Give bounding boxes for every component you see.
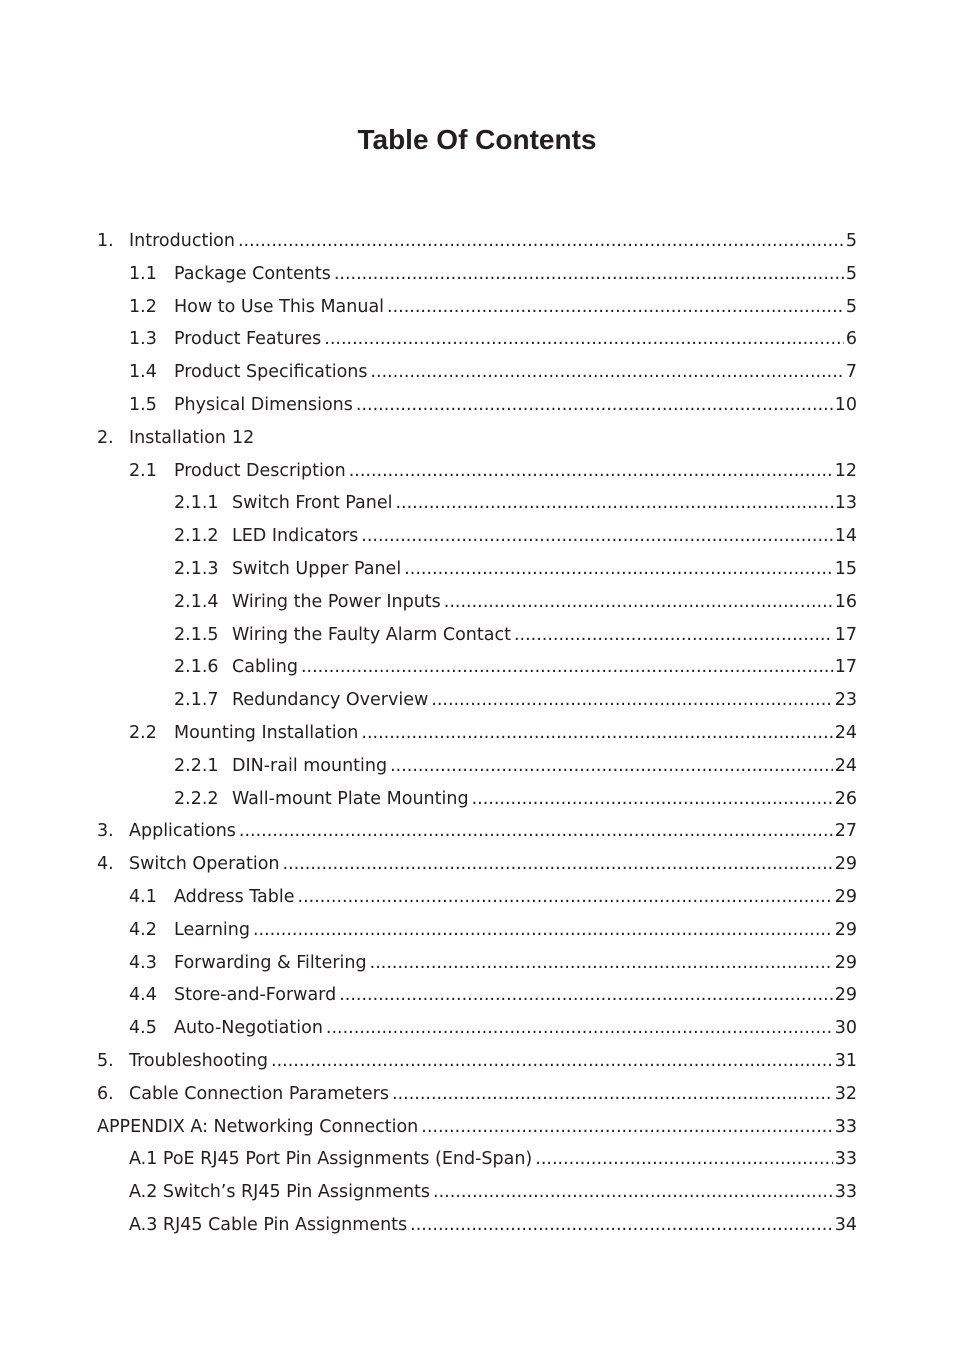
toc-entry-line <box>174 717 857 750</box>
toc-entry-line <box>174 979 857 1012</box>
toc-entry-page: 24 <box>834 755 857 776</box>
toc-dot-leader <box>236 815 833 848</box>
toc-entry-title: DIN-rail mounting <box>232 755 388 776</box>
toc-entry[interactable] <box>0 684 954 717</box>
toc-entry-number: 2.1.4 <box>174 591 219 612</box>
toc-entry-title: LED Indicators <box>232 526 359 547</box>
toc-entry[interactable] <box>0 914 954 947</box>
toc-entry-title: Address Table <box>174 886 295 907</box>
toc-entry-page: 29 <box>834 952 857 973</box>
toc-entry-page: 29 <box>834 886 857 907</box>
toc-entry-title: Package Contents <box>174 263 331 284</box>
toc-entry[interactable] <box>0 783 954 816</box>
toc-entry-number: 4. <box>97 854 114 875</box>
toc-entry[interactable] <box>0 651 954 684</box>
toc-entry-number: 4.5 <box>129 1018 157 1039</box>
toc-entry-title: Wiring the Faulty Alarm Contact <box>232 624 511 645</box>
toc-entry[interactable] <box>0 1012 954 1045</box>
toc-entry-line <box>174 455 857 488</box>
toc-entry-number: 1.1 <box>129 263 157 284</box>
toc-dot-leader <box>321 323 844 356</box>
toc-dot-leader <box>235 225 844 258</box>
toc-entry-number: 1.4 <box>129 362 157 383</box>
toc-entry[interactable] <box>0 1111 954 1144</box>
toc-entry-number: 2.1 <box>129 460 157 481</box>
toc-entry[interactable] <box>0 553 954 586</box>
toc-entry-title: Physical Dimensions <box>174 394 353 415</box>
toc-entry[interactable] <box>0 1143 954 1176</box>
toc-entry[interactable] <box>0 356 954 389</box>
toc-dot-leader <box>353 389 833 422</box>
toc-entry-page: 12 <box>834 460 857 481</box>
toc-entry[interactable] <box>0 258 954 291</box>
toc-entry-title: Product Features <box>174 329 322 350</box>
toc-entry-number: 2.1.5 <box>174 624 219 645</box>
toc-entry[interactable] <box>0 848 954 881</box>
toc-entry-title: A.3 RJ45 Cable Pin Assignments <box>129 1214 408 1235</box>
toc-dot-leader <box>367 356 843 389</box>
toc-entry[interactable] <box>0 487 954 520</box>
toc-entry-line <box>232 783 857 816</box>
toc-entry[interactable] <box>0 717 954 750</box>
toc-entry-number: 2.2.1 <box>174 755 219 776</box>
toc-entry-page: 29 <box>834 919 857 940</box>
toc-entry-page: 14 <box>834 526 857 547</box>
toc-entry-title: Introduction <box>129 231 235 251</box>
toc-dot-leader <box>358 520 832 553</box>
toc-entry-page: 16 <box>834 591 857 612</box>
toc-entry[interactable] <box>0 455 954 488</box>
toc-entry-page: 34 <box>834 1214 857 1235</box>
toc-entry-title: A.2 Switch’s RJ45 Pin Assignments <box>129 1182 431 1203</box>
toc-entry-page: 33 <box>834 1182 857 1203</box>
toc-entry-line <box>232 750 857 783</box>
toc-entry-title: Switch Front Panel <box>232 493 393 514</box>
toc-entry-title: Cable Connection Parameters <box>129 1083 389 1104</box>
toc-entry-page: 24 <box>834 722 857 743</box>
toc-entry[interactable] <box>0 815 954 848</box>
toc-entry[interactable] <box>0 979 954 1012</box>
toc-entry-line <box>129 848 857 881</box>
toc-entry-number: 2.2.2 <box>174 788 219 809</box>
toc-dot-leader <box>401 553 833 586</box>
toc-entry-number: 2.2 <box>129 722 157 743</box>
toc-entry-number: 3. <box>97 821 114 842</box>
toc-dot-leader <box>336 979 833 1012</box>
toc-entry[interactable] <box>0 323 954 356</box>
toc-dot-leader <box>469 783 833 816</box>
toc-entry-title: Switch Operation <box>129 854 280 875</box>
toc-entry[interactable] <box>0 881 954 914</box>
toc-entry-number: 1.5 <box>129 394 157 415</box>
toc-dot-leader <box>441 586 833 619</box>
toc-dot-leader <box>367 947 833 980</box>
toc-entry[interactable] <box>0 520 954 553</box>
toc-dot-leader <box>280 848 833 881</box>
toc-dot-leader <box>358 717 832 750</box>
toc-entry-number: 4.1 <box>129 886 157 907</box>
toc-entry-number: 4.3 <box>129 952 157 973</box>
toc-dot-leader <box>430 1176 833 1209</box>
toc-entry-title: Store-and-Forward <box>174 985 337 1006</box>
toc-entry[interactable] <box>0 389 954 422</box>
toc-entry-number: 2.1.2 <box>174 526 219 547</box>
toc-entry-page: 15 <box>834 558 857 579</box>
toc-entry-title: A.1 PoE RJ45 Port Pin Assignments (End-Span) <box>129 1149 533 1170</box>
toc-entry-number: 6. <box>97 1083 114 1104</box>
toc-entry-page: 5 <box>845 263 857 284</box>
toc-entry-title: Cabling <box>232 657 298 678</box>
toc-dot-leader <box>250 914 833 947</box>
toc-entry-number: 2.1.1 <box>174 493 219 514</box>
toc-entry-line <box>129 1078 857 1111</box>
toc-entry-line <box>129 1176 857 1209</box>
toc-entry[interactable] <box>0 291 954 324</box>
toc-entry-line <box>174 356 857 389</box>
toc-entry[interactable] <box>0 1209 954 1242</box>
toc-dot-leader <box>511 619 833 652</box>
toc-entry-title: Product Description <box>174 460 346 481</box>
toc-entry-page: 12 <box>231 427 255 448</box>
toc-entry-number: 2.1.3 <box>174 558 219 579</box>
toc-dot-leader <box>384 291 844 324</box>
toc-entry-line <box>174 881 857 914</box>
toc-entry-number: 5. <box>97 1050 114 1071</box>
toc-entry-line <box>232 684 857 717</box>
toc-entry-number: 1. <box>97 231 114 251</box>
toc-entry-page: 29 <box>834 985 857 1006</box>
toc-entry-line <box>129 225 857 258</box>
toc-dot-leader <box>392 487 832 520</box>
toc-dot-leader <box>295 881 833 914</box>
toc-dot-leader <box>407 1209 833 1242</box>
toc-entry-page: 29 <box>834 854 857 875</box>
toc-entry-page: 5 <box>845 231 857 251</box>
toc-list <box>0 225 954 1242</box>
toc-entry-line <box>129 815 857 848</box>
toc-entry-page: 6 <box>845 329 857 350</box>
toc-dot-leader <box>298 651 833 684</box>
toc-entry-line <box>174 914 857 947</box>
toc-dot-leader <box>323 1012 833 1045</box>
toc-entry-title: Forwarding & Filtering <box>174 952 367 973</box>
toc-dot-leader <box>268 1045 833 1078</box>
page-title: Table Of Contents <box>357 124 597 155</box>
toc-entry[interactable] <box>0 750 954 783</box>
toc-entry-number: 2.1.7 <box>174 690 219 711</box>
toc-entry-line <box>232 619 857 652</box>
toc-entry[interactable] <box>0 586 954 619</box>
toc-entry-number: 2.1.6 <box>174 657 219 678</box>
toc-entry[interactable] <box>0 1045 954 1078</box>
toc-dot-leader <box>428 684 832 717</box>
toc-entry-line <box>174 323 857 356</box>
toc-entry-page: 26 <box>834 788 857 809</box>
toc-entry[interactable] <box>0 1176 954 1209</box>
toc-entry-page: 27 <box>834 821 857 842</box>
toc-dot-leader <box>387 750 833 783</box>
toc-entry-line <box>129 422 857 455</box>
toc-entry-title: Wiring the Power Inputs <box>232 591 441 612</box>
toc-entry-page: 33 <box>834 1116 857 1137</box>
toc-entry-number: 1.2 <box>129 296 157 317</box>
toc-entry-title: Applications <box>129 821 236 842</box>
toc-entry-number: 4.2 <box>129 919 157 940</box>
toc-entry-title: How to Use This Manual <box>174 296 385 317</box>
toc-entry-line <box>174 1012 857 1045</box>
toc-entry-line <box>174 389 857 422</box>
toc-entry-title: Redundancy Overview <box>232 690 429 711</box>
toc-entry-line <box>129 1143 857 1176</box>
toc-entry-title: Wall-mount Plate Mounting <box>232 788 469 809</box>
toc-entry-title: APPENDIX A: Networking Connection <box>97 1116 419 1137</box>
toc-entry[interactable] <box>0 422 954 455</box>
toc-entry-title: Switch Upper Panel <box>232 558 402 579</box>
toc-entry-number: 2. <box>97 427 114 448</box>
toc-entry-page: 17 <box>834 657 857 678</box>
toc-entry-line <box>232 651 857 684</box>
toc-entry-line <box>232 586 857 619</box>
toc-entry-title: Mounting Installation <box>174 722 359 743</box>
toc-entry-page: 5 <box>845 296 857 317</box>
toc-entry-title: Installation <box>129 427 226 448</box>
toc-entry[interactable] <box>0 947 954 980</box>
toc-entry-number: 4.4 <box>129 985 157 1006</box>
toc-entry-line <box>129 1045 857 1078</box>
toc-dot-leader <box>346 455 833 488</box>
toc-entry-title: Troubleshooting <box>129 1050 269 1071</box>
toc-entry-page: 33 <box>834 1149 857 1170</box>
toc-entry[interactable] <box>0 225 954 258</box>
toc-entry-title: Auto-Negotiation <box>174 1018 323 1039</box>
toc-entry-title: Product Specifications <box>174 362 368 383</box>
toc-entry-line <box>129 1209 857 1242</box>
toc-entry-page: 7 <box>845 362 857 383</box>
toc-entry-line <box>232 487 857 520</box>
toc-dot-leader <box>418 1111 832 1144</box>
toc-dot-leader <box>389 1078 833 1111</box>
toc-entry-page: 10 <box>834 394 857 415</box>
toc-entry-page: 30 <box>834 1018 857 1039</box>
toc-entry-title: Learning <box>174 919 250 940</box>
toc-entry-line <box>174 258 857 291</box>
toc-entry-line <box>174 291 857 324</box>
toc-dot-leader <box>331 258 844 291</box>
toc-entry-line <box>232 553 857 586</box>
toc-entry-page: 17 <box>834 624 857 645</box>
toc-entry-line <box>97 1111 857 1144</box>
toc-entry[interactable] <box>0 619 954 652</box>
toc-dot-leader <box>532 1143 832 1176</box>
toc-entry-page: 13 <box>834 493 857 514</box>
toc-entry-page: 32 <box>834 1083 857 1104</box>
toc-entry[interactable] <box>0 1078 954 1111</box>
toc-entry-line <box>174 947 857 980</box>
toc-entry-number: 1.3 <box>129 329 157 350</box>
toc-entry-page: 31 <box>834 1050 857 1071</box>
toc-entry-page: 23 <box>834 690 857 711</box>
toc-entry-line <box>232 520 857 553</box>
